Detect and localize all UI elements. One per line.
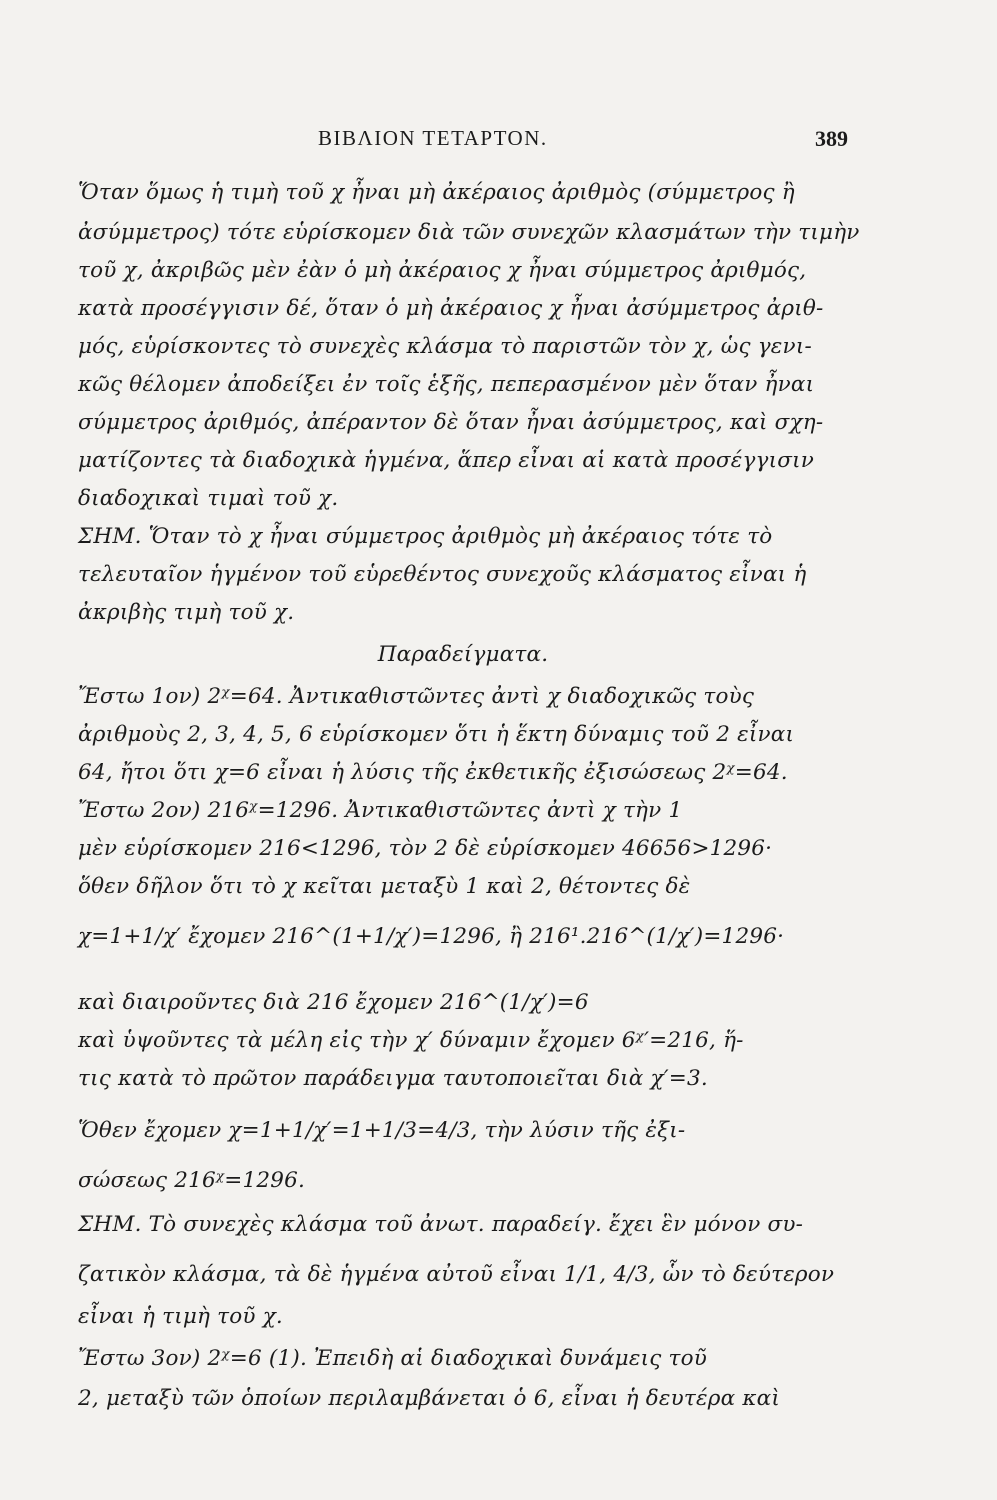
text-line: ἀκριβὴς τιμὴ τοῦ χ. [78,600,295,625]
text-line: σύμμετρος ἀριθμός, ἀπέραντον δὲ ὅταν ἦναι ἀσύμμετρος, καὶ σχη- [78,410,824,435]
example-line: Ἔστω 3ον) 2ᵡ=6 (1). Ἐπειδὴ αἱ διαδοχικαὶ δυνάμεις τοῦ [78,1346,707,1371]
text-line: ζατικὸν κλάσμα, τὰ δὲ ἡγμένα αὐτοῦ εἶναι 1/1, 4/3, ὧν τὸ δεύτερον [78,1262,835,1287]
equation-line: καὶ διαιροῦντες διὰ 216 ἔχομεν 216^(1/χ′)=6 [78,990,589,1015]
text-line: καὶ ὑψοῦντες τὰ μέλη εἰς τὴν χ′ δύναμιν ἔχομεν 6ᵡ′=216, ἥ- [78,1028,744,1053]
text-line: μός, εὑρίσκοντες τὸ συνεχὲς κλάσμα τὸ παριστῶν τὸν χ, ὡς γενι- [78,334,812,359]
example-line: Ἔστω 1ον) 2ᵡ=64. Ἀντικαθιστῶντες ἀντὶ χ διαδοχικῶς τοὺς [78,684,755,709]
text-line: ἀσύμμετρος) τότε εὑρίσκομεν διὰ τῶν συνεχῶν κλασμάτων τὴν τιμὴν [78,220,860,245]
page-number: 389 [815,126,848,151]
equation-line: χ=1+1/χ′ ἔχομεν 216^(1+1/χ′)=1296, ἢ 216¹.216^(1/χ′)=1296· [78,924,785,949]
text-line: σώσεως 216ᵡ=1296. [78,1168,306,1193]
text-line: τοῦ χ, ἀκριβῶς μὲν ἐὰν ὁ μὴ ἀκέραιος χ ἦναι σύμμετρος ἀριθμός, [78,258,807,283]
text-line: ἀριθμοὺς 2, 3, 4, 5, 6 εὑρίσκομεν ὅτι ἡ ἕκτη δύναμις τοῦ 2 εἶναι [78,722,795,747]
example-line: Ἔστω 2ον) 216ᵡ=1296. Ἀντικαθιστῶντες ἀντὶ χ τὴν 1 [78,798,683,823]
text-line: 64, ἤτοι ὅτι χ=6 εἶναι ἡ λύσις τῆς ἐκθετικῆς ἐξισώσεως 2ᵡ=64. [78,760,788,785]
text-line: μὲν εὑρίσκομεν 216<1296, τὸν 2 δὲ εὑρίσκομεν 46656>1296· [78,836,773,861]
text-line: διαδοχικαὶ τιμαὶ τοῦ χ. [78,486,339,511]
note-line: ΣΗΜ. Ὅταν τὸ χ ἦναι σύμμετρος ἀριθμὸς μὴ ἀκέραιος τότε τὸ [78,524,773,549]
text-line: Ὅταν ὅμως ἡ τιμὴ τοῦ χ ἦναι μὴ ἀκέραιος ἀριθμὸς (σύμμετρος ἢ [78,180,795,205]
equation-line: Ὅθεν ἔχομεν χ=1+1/χ′=1+1/3=4/3, τὴν λύσιν τῆς ἐξι- [78,1118,686,1143]
text-line: τελευταῖον ἡγμένον τοῦ εὑρεθέντος συνεχοῦς κλάσματος εἶναι ἡ [78,562,807,587]
text-line: τις κατὰ τὸ πρῶτον παράδειγμα ταυτοποιεῖται διὰ χ′=3. [78,1066,708,1091]
text-line: κῶς θέλομεν ἀποδείξει ἐν τοῖς ἑξῆς, πεπερασμένον μὲν ὅταν ἦναι [78,372,815,397]
text-line: ὅθεν δῆλον ὅτι τὸ χ κεῖται μεταξὺ 1 καὶ 2, θέτοντες δὲ [78,874,691,899]
text-line: 2, μεταξὺ τῶν ὁποίων περιλαμβάνεται ὁ 6, εἶναι ἡ δευτέρα καὶ [78,1386,781,1411]
text-line: εἶναι ἡ τιμὴ τοῦ χ. [78,1304,283,1329]
running-title: ΒΙΒΛΙΟΝ ΤΕΤΑΡΤΟΝ. [318,126,548,150]
text-line: κατὰ προσέγγισιν δέ, ὅταν ὁ μὴ ἀκέραιος χ ἦναι ἀσύμμετρος ἀριθ- [78,296,824,321]
page-header [78,126,848,160]
note-line: ΣΗΜ. Τὸ συνεχὲς κλάσμα τοῦ ἀνωτ. παραδείγ. ἔχει ἓν μόνον συ- [78,1212,804,1237]
section-heading: Παραδείγματα. [377,642,549,667]
text-line: ματίζοντες τὰ διαδοχικὰ ἡγμένα, ἅπερ εἶναι αἱ κατὰ προσέγγισιν [78,448,814,473]
